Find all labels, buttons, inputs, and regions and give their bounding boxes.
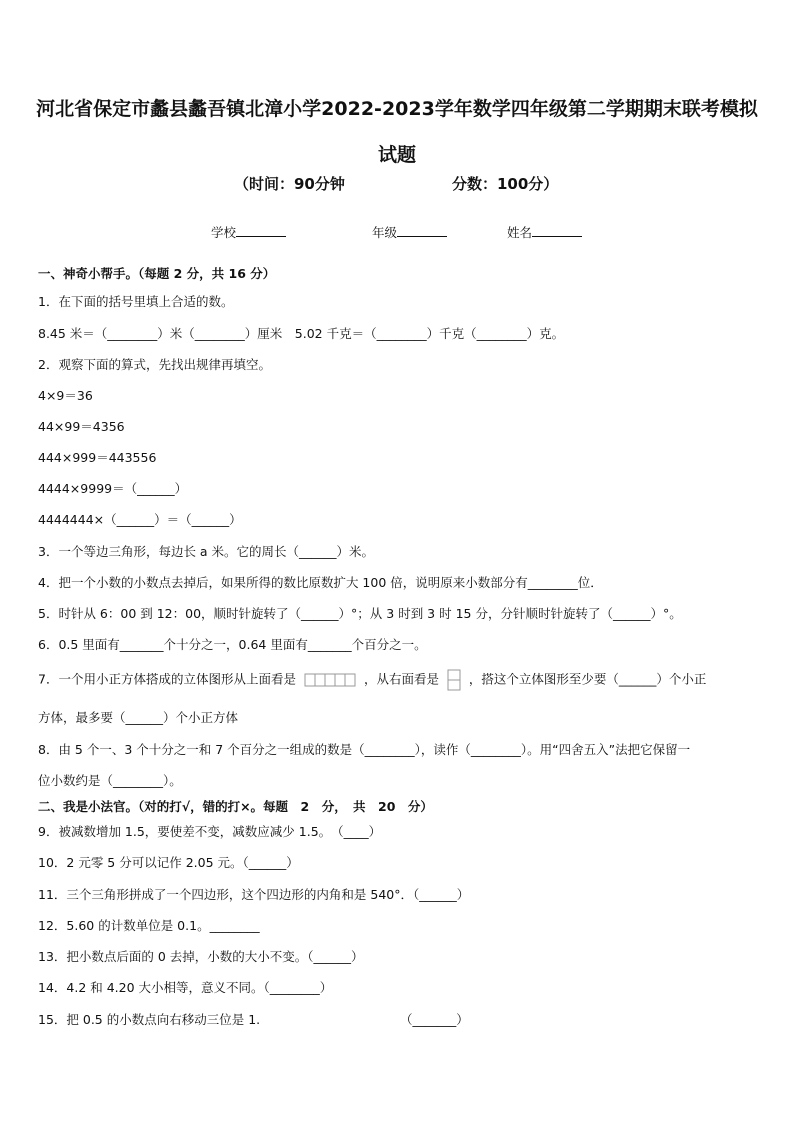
q2-formula-5: 4444444×（______）＝（______）: [38, 512, 242, 527]
q7-text-2: ，从右面看是: [363, 671, 439, 687]
question-1: 1．在下面的括号里填上合适的数。: [38, 294, 234, 309]
question-6: 6．0.5 里面有_______个十分之一，0.64 里面有_______个百分之一。: [38, 637, 427, 652]
question-8-line-2: 位小数约是（________）。: [38, 773, 182, 788]
school-field: [211, 223, 286, 241]
section-1-heading: 一、神奇小帮手。（每题 2 分，共 16 分）: [38, 266, 276, 281]
document-title: 河北省保定市蠡县蠡吾镇北漳小学2022-2023学年数学四年级第二学期期末联考模拟试题: [36, 98, 758, 166]
q2-formula-1: 4×9＝36: [38, 388, 93, 403]
name-field: [507, 223, 582, 241]
grade-label: 年级: [372, 225, 398, 240]
q15-answer-blank[interactable]: （_______）: [400, 1012, 469, 1027]
q7-text-1: 7．一个用小正方体搭成的立体图形从上面看是: [38, 671, 296, 687]
question-3: 3．一个等边三角形，每边长 a 米。它的周长（______）米。: [38, 544, 375, 559]
question-8: 8．由 5 个一、3 个十分之一和 7 个百分之一组成的数是（________），读作（________）。用“四舍五入”法把它保留一: [38, 742, 691, 757]
question-2: 2．观察下面的算式，先找出规律再填空。: [38, 357, 271, 372]
grade-field: [372, 223, 447, 241]
q15-text: 15．把 0.5 的小数点向右移动三位是 1.: [38, 1012, 261, 1027]
exam-time: （时间：90分钟: [234, 175, 345, 193]
section-2-heading: 二、我是小法官。（对的打√，错的打×。每题 2 分， 共 20 分）: [38, 799, 433, 814]
question-7-line-2: 方体，最多要（______）个小正方体: [38, 710, 239, 725]
question-13: 13．把小数点后面的 0 去掉，小数的大小不变。（______）: [38, 949, 364, 964]
exam-meta: [0, 173, 794, 193]
q2-formula-2: 44×99＝4356: [38, 419, 125, 434]
question-10: 10．2 元零 5 分可以记作 2.05 元。（______）: [38, 855, 299, 870]
school-blank[interactable]: [236, 224, 286, 237]
exam-score: 分数：100分）: [452, 175, 559, 193]
question-9: 9．被减数增加 1.5，要使差不变，减数应减少 1.5。 （____）: [38, 824, 382, 839]
q7-text-3: ，搭这个立体图形至少要（______）个小正: [468, 671, 707, 687]
question-4: 4．把一个小数的小数点去掉后，如果所得的数比原数扩大 100 倍，说明原来小数部分有________位．: [38, 575, 603, 590]
right-view-icon: [447, 669, 461, 691]
question-14: 14．4.2 和 4.20 大小相等，意义不同。（________）: [38, 980, 333, 995]
school-label: 学校: [211, 225, 237, 240]
grade-blank[interactable]: [397, 224, 447, 237]
question-7: [38, 669, 764, 691]
question-15: [38, 1010, 764, 1028]
question-11: 11．三个三角形拼成了一个四边形，这个四边形的内角和是 540°．（______）: [38, 887, 470, 902]
question-1-line: 8.45 米＝（________）米（________）厘米 5.02 千克＝（________）千克（________）克。: [38, 326, 565, 341]
question-5: 5．时针从 6：00 到 12：00，顺时针旋转了（______）°；从 3 时到 3 时 15 分，分针顺时针旋转了（______）°。: [38, 606, 682, 621]
top-view-icon: [304, 673, 356, 687]
q2-formula-3: 444×999＝443556: [38, 450, 157, 465]
name-blank[interactable]: [532, 224, 582, 237]
name-label: 姓名: [507, 225, 533, 240]
question-12: 12．5.60 的计数单位是 0.1。________: [38, 918, 260, 933]
q2-formula-4: 4444×9999＝（______）: [38, 481, 188, 496]
